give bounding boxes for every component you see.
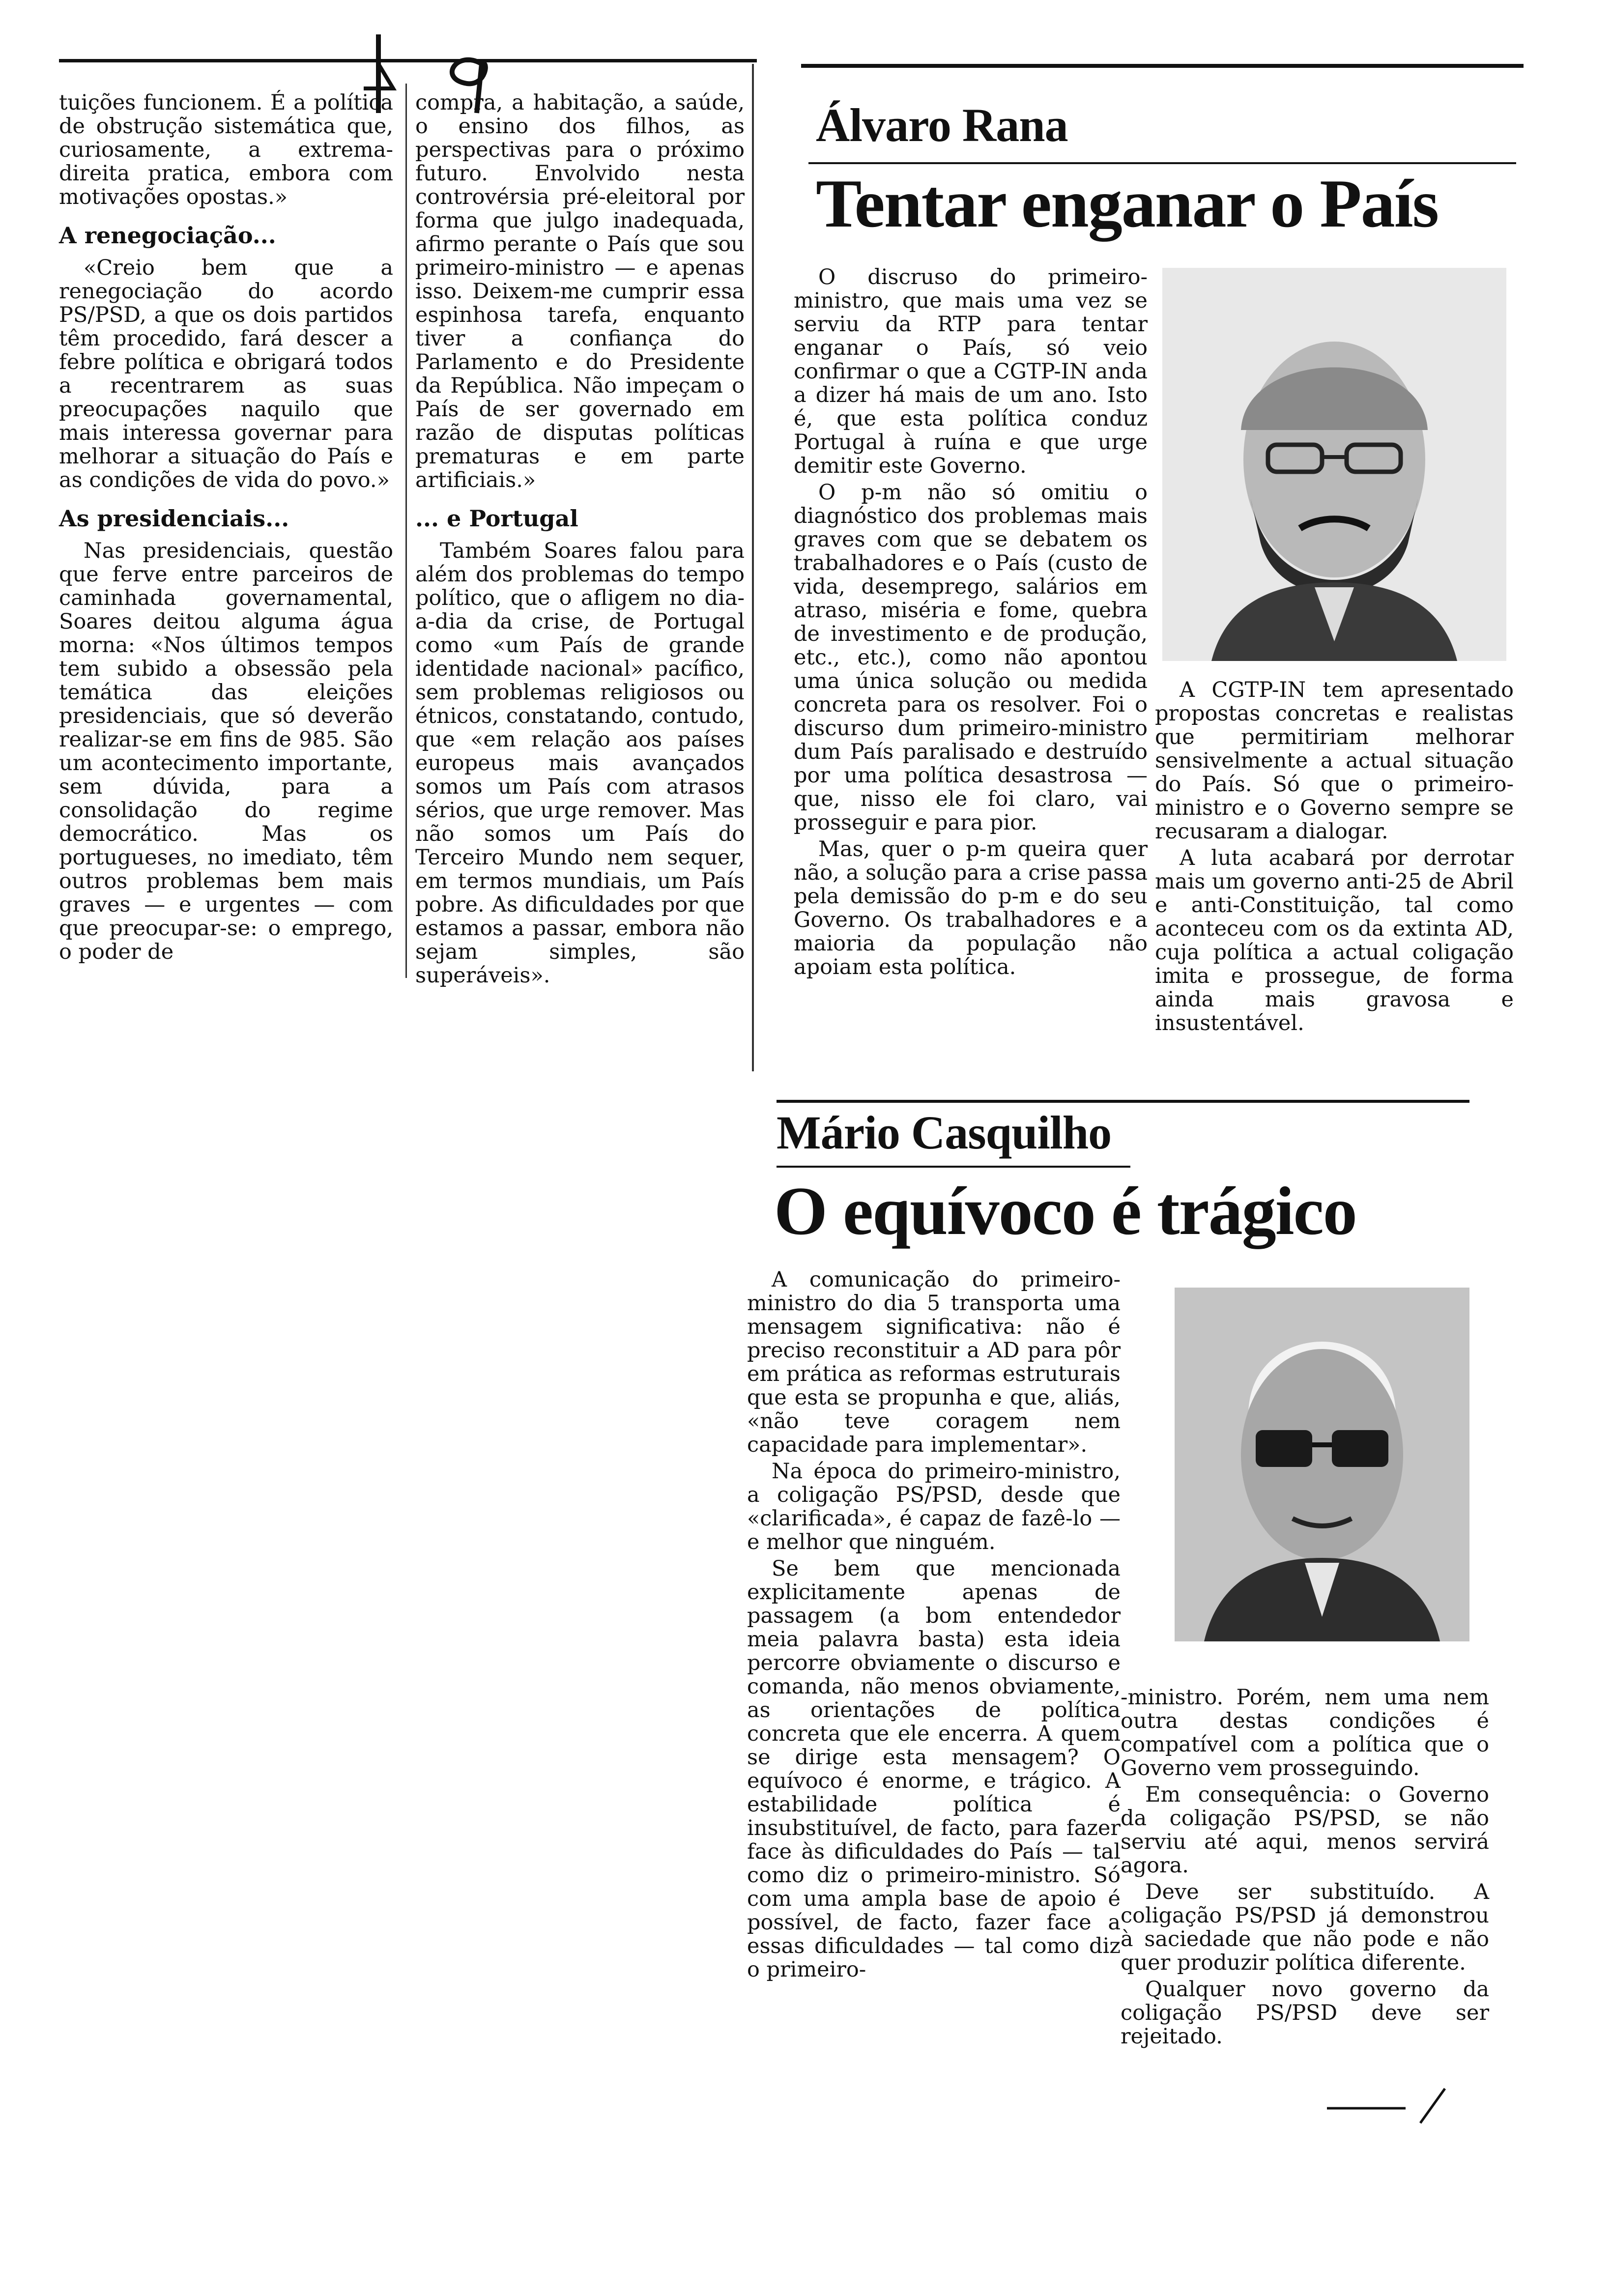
- paragraph: «Creio bem que a renegociação do acordo PS/PSD, a que os dois partidos têm procedido, fará descer a febre política e obrigará todos a recentrarem as suas preocupações naquilo que mais interessa governar para melhorar a situação do País e as condições de vida do povo.»: [59, 256, 393, 492]
- subheading-presidenciais: As presidenciais...: [59, 505, 289, 532]
- paragraph: A CGTP-IN tem apresentado propostas concretas e realistas que permitiriam melhorar sensivelmente a actual situação do País. Só que o primeiro-ministro e o Governo sempre se recusaram a dialogar.: [1155, 678, 1514, 844]
- col2-right-divider: [752, 64, 754, 1071]
- paragraph: A luta acabará por derrotar mais um governo anti-25 de Abril e anti-Constituição, tal como aconteceu com os da extinta AD, cuja política a actual coligação imita e prossegue, de forma ainda mais gravosa e insustentável.: [1155, 846, 1514, 1035]
- rana-top-rule: [801, 64, 1524, 68]
- rana-portrait-photo: [1162, 268, 1506, 661]
- rana-column-1: [794, 265, 1148, 982]
- rana-byline-rule: [808, 162, 1516, 164]
- paragraph: Em consequência: o Governo da coligação PS/PSD, se não serviu até aqui, menos servirá agora.: [1121, 1782, 1489, 1878]
- paragraph: Se bem que mencionada explicitamente apenas de passagem (a bom entendedor meia palavra basta) esta ideia percorre obviamente o discurso e comanda, não menos obviamente, as orientações de política concreta que ele encerra. A quem se dirige esta mensagem? O equívoco é enorme, e trágico. A estabilidade política é insubstituível, de facto, para fazer face às dificuldades do País — tal como diz o primeiro-ministro. Só com uma ampla base de apoio é possível, de facto, fazer face a essas dificuldades — tal como diz o primeiro-: [747, 1556, 1121, 1982]
- paragraph: Nas presidenciais, questão que ferve entre parceiros de caminhada governamental, Soares deitou alguma água morna: «Nos últimos tempos tem subido a obsessão pela temática das eleições presidenciais, que só deverão realizar-se em fins de 985. São um acontecimento importante, sem dúvida, para a consolidação do regime democrático. Mas os portugueses, no imediato, têm outros problemas bem mais graves — e urgentes — com que preocupar-se: o emprego, o poder de: [59, 539, 393, 964]
- end-mark: [1327, 2084, 1455, 2128]
- paragraph: Também Soares falou para além dos problemas do tempo político, que o afligem no dia-a-dia da crise, de Portugal como «um País de grande identidade nacional» pacífico, sem problemas religiosos ou étnicos, constatando, contudo, que «em relação aos países europeus mais avançados somos um País com atrasos sérios, que urge remover. Mas não somos um País do Terceiro Mundo nem sequer, em termos mundiais, um País pobre. As dificuldades por que estamos a passar, embora não sejam simples, são superáveis».: [415, 539, 745, 988]
- casquilho-column-2: [1121, 1686, 1489, 2051]
- rana-byline: Álvaro Rana: [816, 99, 1068, 151]
- paragraph: Na época do primeiro-ministro, a coligação PS/PSD, desde que «clarificada», é capaz de fazê-lo — e melhor que ninguém.: [747, 1459, 1121, 1554]
- paragraph: Mas, quer o p-m queira quer não, a solução para a crise passa pela demissão do p-m e do seu Governo. Os trabalhadores e a maioria da população não apoiam esta política.: [794, 837, 1148, 979]
- left-article-column-1: [59, 91, 393, 967]
- left-article-column-2: [415, 91, 745, 990]
- casquilho-column-1: [747, 1268, 1121, 1984]
- rana-headline: Tentar enganar o País: [816, 166, 1439, 242]
- paragraph: tuições funcionem. É a política de obstrução sistemática que, curiosamente, a extrema-direita pratica, embora com motivações opostas.»: [59, 90, 393, 209]
- paragraph: A comunicação do primeiro-ministro do dia 5 transporta uma mensagem significativa: não é preciso reconstituir a AD para pôr em prática as reformas estruturais que esta se propunha e que, aliás, «não teve coragem nem capacidade para implementar».: [747, 1267, 1121, 1457]
- casquilho-headline: O equívoco é trágico: [774, 1173, 1356, 1249]
- paragraph: Qualquer novo governo da coligação PS/PSD deve ser rejeitado.: [1121, 1977, 1489, 2049]
- paragraph: compra, a habitação, a saúde, o ensino dos filhos, as perspectivas para o próximo futuro. Envolvido nesta controvérsia pré-eleitoral por forma que julgo inadequada, afirmo perante o País que sou primeiro-ministro — e apenas isso. Deixem-me cumprir essa espinhosa tarefa, enquanto tiver a confiança do Parlamento e do Presidente da República. Não impeçam o País de ser governado em razão de disputas políticas prematuras e em parte artificiais.»: [415, 90, 745, 492]
- casquilho-byline: Mário Casquilho: [777, 1106, 1112, 1159]
- subheading-renegociacao: A renegociação...: [59, 222, 276, 249]
- paragraph: O discruso do primeiro-ministro, que mais uma vez se serviu da RTP para tentar enganar o País, só veio confirmar o que a CGTP-IN anda a dizer há mais de um ano. Isto é, que esta política conduz Portugal à ruína e que urge demitir este Governo.: [794, 265, 1148, 478]
- paragraph: Deve ser substituído. A coligação PS/PSD já demonstrou à saciedade que não pode e não quer produzir política diferente.: [1121, 1880, 1489, 1975]
- casquilho-portrait-photo: [1175, 1288, 1469, 1641]
- rana-column-2: [1155, 678, 1514, 1038]
- casquilho-byline-rule: [777, 1166, 1130, 1168]
- subheading-portugal: ... e Portugal: [415, 505, 578, 532]
- paragraph: -ministro. Porém, nem uma nem outra destas condições é compatível com a política que o Governo vem prosseguindo.: [1121, 1685, 1489, 1780]
- paragraph: O p-m não só omitiu o diagnóstico dos problemas mais graves com que se debatem os trabalhadores e o País (custo de vida, desemprego, salários em atraso, miséria e fome, quebra de investimento e de produção, etc., etc.), como não apontou uma única solução ou medida concreta para os resolver. Foi o discurso dum primeiro-ministro dum País paralisado e destruído por uma política desastrosa — que, nisso ele foi claro, vai prosseguir e para pior.: [794, 480, 1148, 835]
- casquilho-top-rule: [777, 1100, 1469, 1103]
- left-column-divider: [405, 84, 407, 978]
